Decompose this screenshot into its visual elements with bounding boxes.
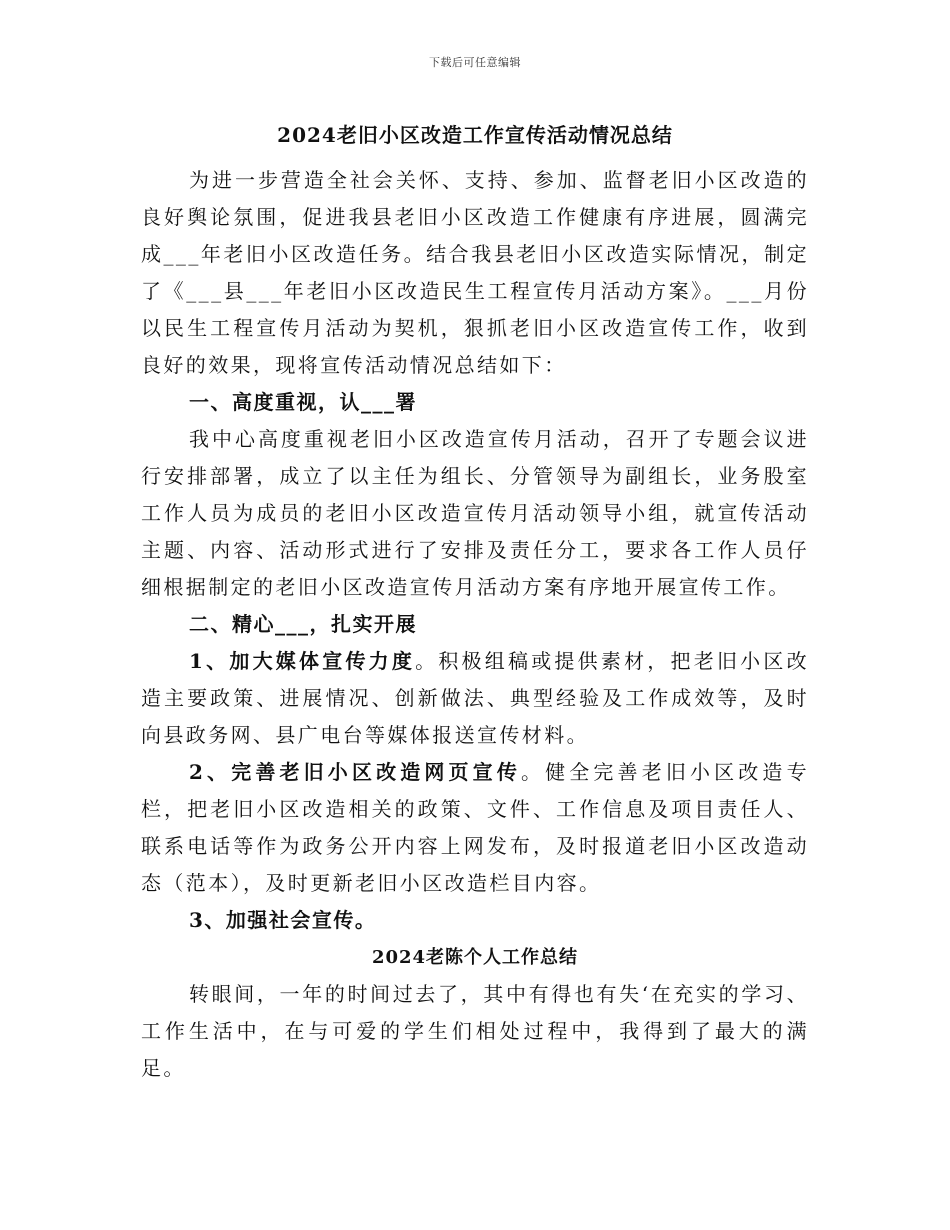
document-title: 2024老旧小区改造工作宣传活动情况总结 xyxy=(277,123,673,147)
section-2-item-2 xyxy=(141,754,809,902)
header-note: 下载后可任意编辑 xyxy=(429,56,521,69)
section-2-item-1-body: 。积极组稿或提供素材，把老旧小区改造主要政策、进展情况、创新做法、典型经验及工作成效等，及时向县政务网、县广电台等媒体报送宣传材料。 xyxy=(141,649,809,747)
section-1-paragraph: 我中心高度重视老旧小区改造宣传月活动，召开了专题会议进行安排部署，成立了以主任为组长、分管领导为副组长，业务股室工作人员为成员的老旧小区改造宣传月活动领导小组，就宣传活动主题、内容、活动形式进行了安排及责任分工，要求各工作人员仔细根据制定的老旧小区改造宣传月活动方案有序地开展宣传工作。 xyxy=(141,427,809,599)
second-document-paragraph: 转眼间，一年的时间过去了，其中有得也有失‘在充实的学习、工作生活中，在与可爱的学生们相处过程中，我得到了最大的满足。 xyxy=(141,982,809,1080)
section-1-heading: 一、高度重视，认___署 xyxy=(189,390,417,414)
intro-paragraph: 为进一步营造全社会关怀、支持、参加、监督老旧小区改造的良好舆论氛围，促进我县老旧小区改造工作健康有序进展，圆满完成___年老旧小区改造任务。结合我县老旧小区改造实际情况，制定了《___县___年老旧小区改造民生工程宣传月活动方案》。___月份以民生工程宣传月活动为契机，狠抓老旧小区改造宣传工作，收到良好的效果，现将宣传活动情况总结如下： xyxy=(141,168,809,377)
document-body xyxy=(141,120,809,1087)
section-2-item-1-title: 1、加大媒体宣传力度 xyxy=(189,649,416,673)
section-2-heading: 二、精心___，扎实开展 xyxy=(189,612,417,636)
section-2-item-3: 3、加强社会宣传。 xyxy=(189,908,377,932)
second-document-title: 2024老陈个人工作总结 xyxy=(371,947,579,968)
section-2-item-1 xyxy=(141,643,809,754)
section-2-item-2-title: 2、完善老旧小区改造网页宣传 xyxy=(189,760,521,784)
section-2-item-2-body: 。健全完善老旧小区改造专栏，把老旧小区改造相关的政策、文件、工作信息及项目责任人、联系电话等作为政务公开内容上网发布，及时报道老旧小区改造动态（范本），及时更新老旧小区改造栏目内容。 xyxy=(141,760,809,895)
